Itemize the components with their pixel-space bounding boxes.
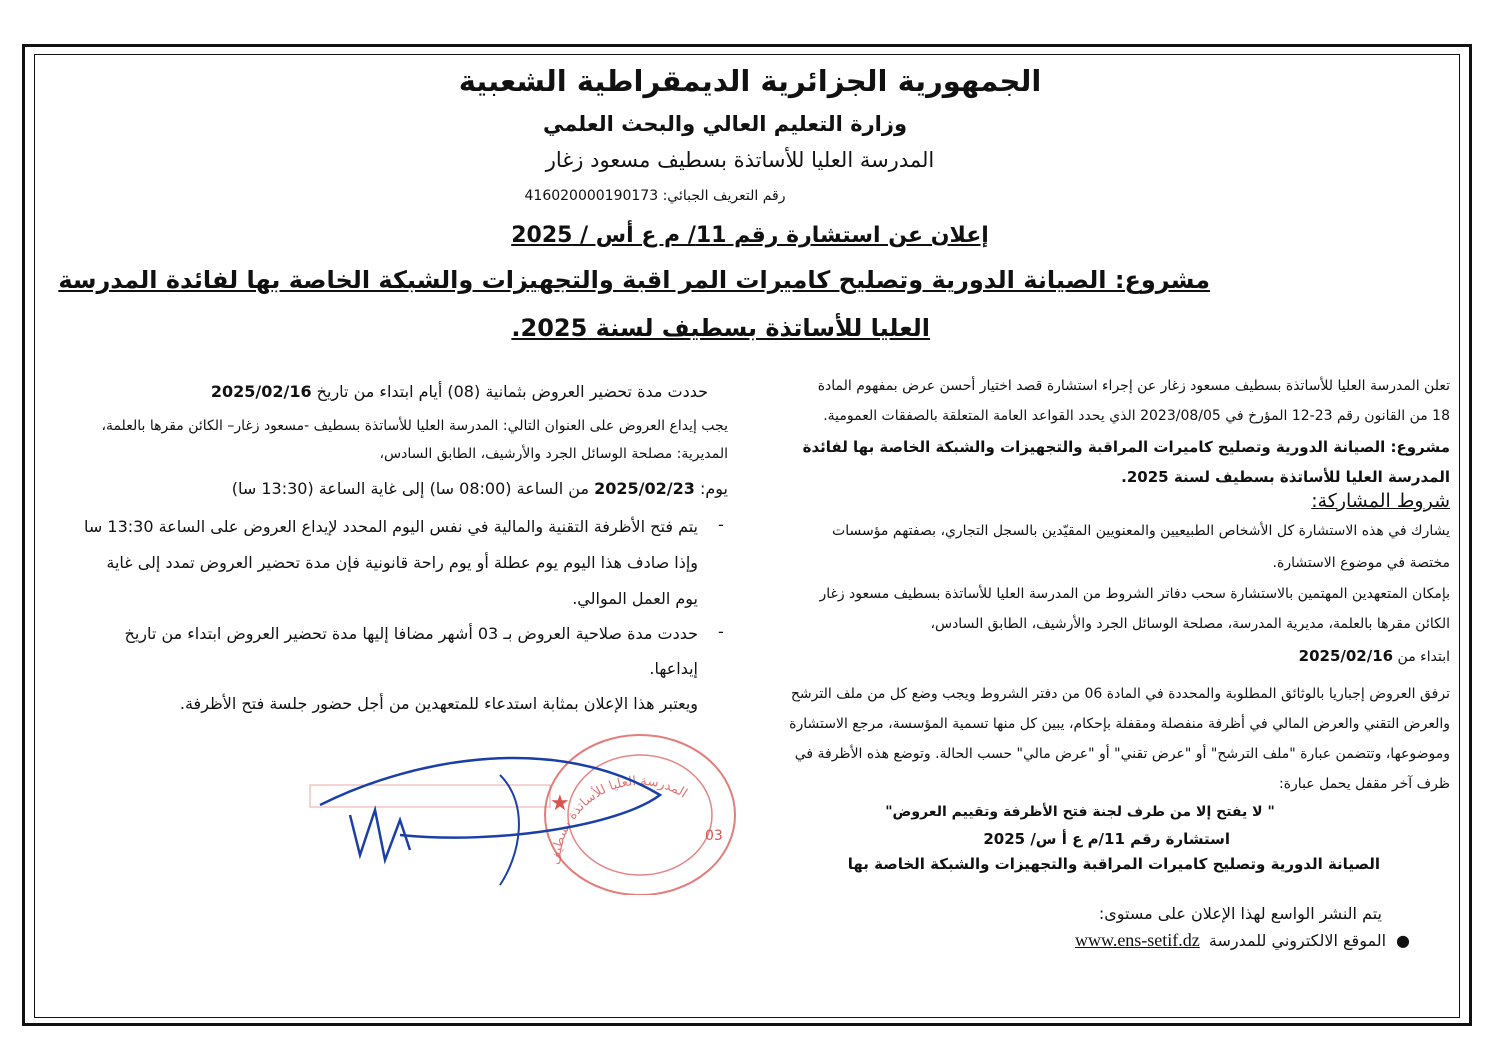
svg-text:المدرسة العليا للأساتذة بسطيف [549,774,690,865]
condition2-line2: الكائن مقرها بالعلمة، مديرية المدرسة، مصلحة الوسائل الجرد والأرشيف، الطابق السادس، [930,616,1450,632]
intro-line2: 18 من القانون رقم 23-12 المؤرخ في 2023/08/05 الذي يحدد القواعد العامة المتعلقة بالصفقات العمومية. [823,408,1450,424]
start-date: 2025/02/16 [1298,647,1394,665]
summons-line: ويعتبر هذا الإعلان بمثابة استدعاء للمتعهدين من أجل حضور جلسة فتح الأظرفة. [179,694,698,713]
dash-icon: - [718,515,724,534]
tax-id: رقم التعريف الجبائي: 416020000190173 [524,188,786,204]
envelope-inscription: " لا يفتح إلا من طرف لجنة فتح الأظرفة وتقييم العروض" [885,804,1275,820]
opening-line2: وإذا صادف هذا اليوم يوم عطلة أو يوم راحة قانونية فإن مدة تحضير العروض تمدد إلى غاية [106,553,698,572]
condition1-line1: يشارك في هذه الاستشارة كل الأشخاص الطبيعيين والمعنويين المقيّدين بالسجل التجاري، بصفتهم مؤسسات [832,523,1450,539]
official-stamp [300,715,740,895]
project-line2: المدرسة العليا للأساتذة بسطيف لسنة 2025. [1121,468,1450,486]
stamp-ring-text: المدرسة العليا للأساتذة بسطيف [548,773,690,866]
dash-icon: - [718,622,724,641]
day-date: 2025/02/23 [594,479,695,498]
condition2-line1: بإمكان المتعهدين المهتمين بالاستشارة سحب دفاتر الشروط من المدرسة العليا للأساتذة بسطيف مسعود زغار [819,586,1450,602]
school-name: المدرسة العليا للأساتذة بسطيف مسعود زغار [545,148,935,172]
condition3-line3: وموضوعها، وتتضمن عبارة "ملف الترشح" أو "عرض تقني" أو "عرض مالي" حسب الحالة. وتوضع هذه الأظرفة في [794,746,1450,762]
website-link[interactable]: www.ens-setif.dz [1074,930,1200,950]
project-title-line2: العليا للأساتذة بسطيف لسنة 2025. [511,314,930,342]
condition3-line4: ظرف آخر مقفل يحمل عبارة: [1278,776,1450,792]
period-text: حددت مدة تحضير العروض بثمانية (08) أيام ابتداء من تاريخ [316,382,708,401]
publish-item-label: الموقع الالكتروني للمدرسة [1208,931,1387,950]
envelope-consultation: استشارة رقم 11/م ع أ س/ 2025 [983,830,1230,848]
envelope-project: الصيانة الدورية وتصليح كاميرات المراقبة والتجهيزات والشبكة الخاصة بها [847,855,1380,873]
ministry-title: وزارة التعليم العالي والبحث العلمي [542,112,908,136]
deposit-day-line [118,479,728,498]
announcement-title: إعلان عن استشارة رقم 11/ م ع أس / 2025 [511,223,989,248]
deposit-line1: يجب إيداع العروض على العنوان التالي: المدرسة العليا للأساتذة بسطيف -مسعود زغار– الكائن مقرها بالعلمة، [101,418,728,434]
signature-tail [500,775,519,885]
condition2-line3 [760,647,1450,665]
publish-item [1020,930,1410,951]
start-label: ابتداء من [1397,649,1450,665]
validity-line1: حددت مدة صلاحية العروض بـ 03 أشهر مضافا إليها مدة تحضير العروض ابتداء من تاريخ [124,624,698,643]
period-date: 2025/02/16 [210,382,312,401]
publish-intro: يتم النشر الواسع لهذا الإعلان على مستوى: [1098,904,1382,923]
project-title-line1: مشروع: الصيانة الدورية وتصليح كاميرات المر اقبة والتجهيزات والشبكة الخاصة بها لفائدة المدرسة [58,266,1210,294]
opening-line1: يتم فتح الأظرفة التقنية والمالية في نفس اليوم المحدد لإيداع العروض على الساعة 13:30 سا [84,517,698,536]
day-label: يوم: [699,479,728,498]
intro-line1: تعلن المدرسة العليا للأساتذة بسطيف مسعود زغار عن إجراء استشارة قصد اختيار أحسن عرض بمفهوم المادة [817,378,1450,394]
condition1-line2: مختصة في موضوع الاستشارة. [1272,555,1450,571]
star-icon: ★ [550,791,570,816]
republic-title: الجمهورية الجزائرية الديمقراطية الشعبية [458,64,1042,98]
period-line [118,382,708,401]
project-line1: مشروع: الصيانة الدورية وتصليح كاميرات المراقبة والتجهيزات والشبكة الخاصة بها لفائدة [802,438,1450,456]
validity-line2: إيداعها. [649,659,698,678]
stamp-number: 03 [705,828,723,844]
deposit-line2: المديرية: مصلحة الوسائل الجرد والأرشيف، الطابق السادس، [379,446,728,462]
bullet-icon: ● [1396,931,1410,950]
condition3-line2: والعرض التقني والعرض المالي في أظرفة منفصلة ومقفلة بإحكام، يبين كل منها تسمية المؤسسة، مرجع الاستشارة [789,716,1450,732]
day-hours: من الساعة (08:00 سا) إلى غاية الساعة (13:30 سا) [231,479,590,498]
conditions-heading: شروط المشاركة: [1311,490,1450,512]
opening-line3: يوم العمل الموالي. [572,589,698,608]
condition3-line1: ترفق العروض إجباريا بالوثائق المطلوبة والمحددة في المادة 06 من دفتر الشروط ويجب وضع كل من ملف الترشح [790,686,1450,702]
